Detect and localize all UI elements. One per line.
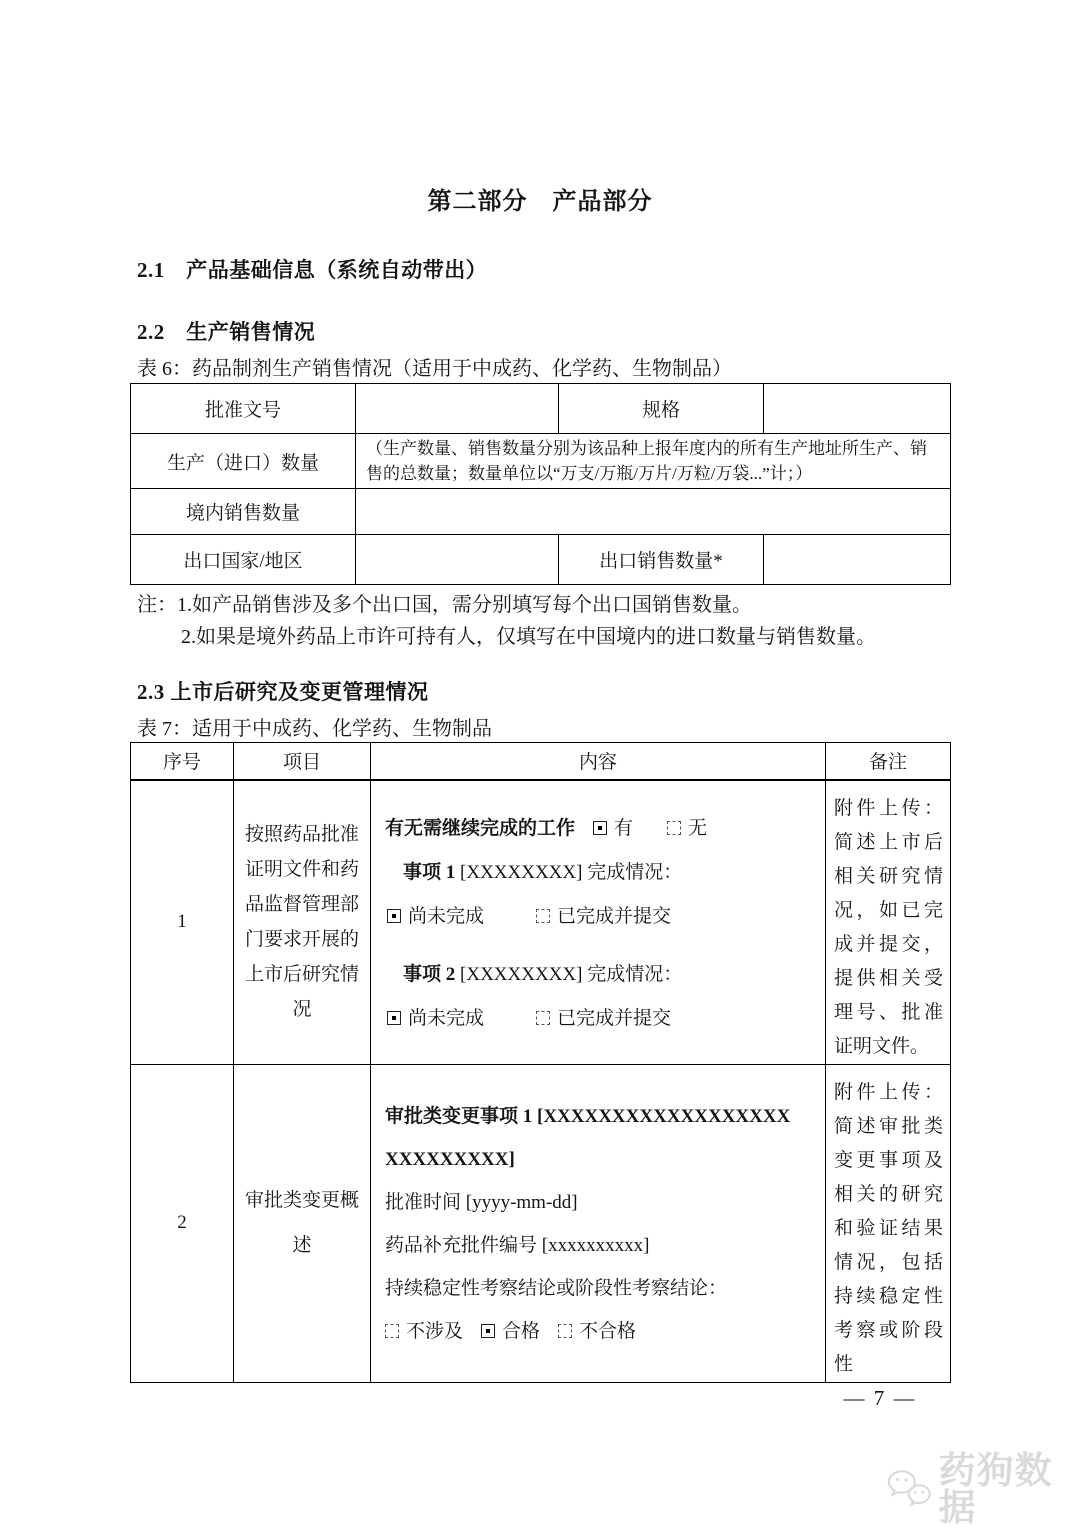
- table6-spec-label: 规格: [559, 384, 764, 434]
- table6-approval-no-label: 批准文号: [131, 384, 356, 434]
- section-2-1-heading: 2.1 产品基础信息（系统自动带出）: [137, 258, 488, 282]
- row1-status-pending-label: 尚未完成: [408, 905, 485, 927]
- row1-status-pending-label-2: 尚未完成: [408, 1007, 485, 1029]
- page-number: — 7 —: [843, 1386, 917, 1410]
- watermark: [886, 1452, 1080, 1526]
- row2-index: 2: [131, 1064, 234, 1382]
- checkbox-pass-icon[interactable]: [481, 1324, 495, 1338]
- row2-option-fail-label: 不合格: [579, 1320, 637, 1342]
- table6-export-qty-label: 出口销售数量*: [559, 535, 764, 585]
- row1-item-label: 按照药品批准证明文件和药品监督管理部门要求开展的上市后研究情况: [234, 780, 371, 1065]
- row1-index: 1: [131, 780, 234, 1065]
- table7-header-item: 项目: [234, 743, 371, 780]
- table7-header-index: 序号: [131, 743, 234, 780]
- row1-remark-cell: 附件上传：简述上市后相关研究情况，如已完成并提交，提供相关受理号、批准证明文件。: [826, 780, 951, 1065]
- row1-content-cell: [371, 780, 826, 1065]
- row2-supplement-line: 药品补充批件编号 [xxxxxxxxxx]: [385, 1234, 650, 1256]
- table6-row-export: [131, 535, 951, 585]
- row1-option-no-label: 无: [688, 817, 708, 839]
- row2-item-label: 审批类变更概述: [234, 1064, 371, 1382]
- checkbox-no-icon[interactable]: [667, 821, 681, 835]
- table6-row-production: [131, 434, 951, 489]
- row2-conclusion-options-line: [385, 1310, 815, 1353]
- table6-export-qty-value: [764, 535, 951, 585]
- row2-option-pass-label: 合格: [502, 1320, 541, 1342]
- row1-item1-line: [385, 851, 815, 895]
- row2-option-na-label: 不涉及: [406, 1320, 464, 1342]
- watermark-text: 药狗数据: [938, 1450, 1053, 1528]
- row2-remark-cell: 附件上传：简述审批类变更事项及相关的研究和验证结果情况，包括持续稳定性考察或阶段性: [826, 1064, 951, 1382]
- table6-approval-no-value: [356, 384, 559, 434]
- table7-caption: 表 7：适用于中成药、化学药、生物制品: [137, 718, 492, 740]
- row2-approval-time-line: 批准时间 [yyyy-mm-dd]: [385, 1191, 578, 1213]
- row1-status-done-label-2: 已完成并提交: [557, 1007, 672, 1029]
- table6-production-label: 生产（进口）数量: [131, 434, 356, 489]
- table6-note-2: 2.如果是境外药品上市许可持有人，仅填写在中国境内的进口数量与销售数量。: [181, 626, 876, 648]
- table6-caption: 表 6：药品制剂生产销售情况（适用于中成药、化学药、生物制品）: [137, 358, 732, 380]
- checkbox-item1-done-icon[interactable]: [536, 909, 550, 923]
- table6-note-1: 注：1.如产品销售涉及多个出口国，需分别填写每个出口国销售数量。: [137, 594, 752, 616]
- section-2-2-heading: 2.2 生产销售情况: [137, 320, 316, 344]
- row1-item2-status-line: [385, 997, 815, 1041]
- row1-item1-label: 事项 1: [403, 861, 456, 883]
- row1-item1-status-line: [385, 895, 815, 939]
- page-title: 第二部分 产品部分: [427, 188, 653, 215]
- row1-item2-line: [385, 953, 815, 997]
- table6-row-approval: [131, 384, 951, 434]
- checkbox-yes-icon[interactable]: [593, 821, 607, 835]
- row1-question-line: [385, 807, 815, 851]
- table6-domestic-label: 境内销售数量: [131, 489, 356, 535]
- row2-stability-line: 持续稳定性考察结论或阶段性考察结论：: [385, 1277, 728, 1299]
- row1-item1-value: [XXXXXXXX] 完成情况：: [455, 861, 683, 883]
- row2-change-line2: XXXXXXXXX]: [385, 1148, 515, 1170]
- row2-change-line1: 审批类变更事项 1 [XXXXXXXXXXXXXXXXXX: [385, 1105, 791, 1127]
- wechat-logo-icon: [886, 1467, 933, 1511]
- row2-content-cell: [371, 1064, 826, 1382]
- row1-question-label: 有无需继续完成的工作: [385, 817, 576, 839]
- checkbox-item2-done-icon[interactable]: [536, 1011, 550, 1025]
- table7-header-remark: 备注: [826, 743, 951, 780]
- section-2-3-heading: 2.3 上市后研究及变更管理情况: [137, 680, 429, 704]
- row2-change-line: [385, 1095, 815, 1181]
- checkbox-item1-pending-icon[interactable]: [387, 909, 401, 923]
- table6-export-country-value: [356, 535, 559, 585]
- table6-production-sales: [130, 383, 951, 585]
- checkbox-item2-pending-icon[interactable]: [387, 1011, 401, 1025]
- table6-export-country-label: 出口国家/地区: [131, 535, 356, 585]
- table6-spec-value: [764, 384, 951, 434]
- table6-production-note: （生产数量、销售数量分别为该品种上报年度内的所有生产地址所生产、销售的总数量；数量单位以“万支/万瓶/万片/万粒/万袋...”计；）: [356, 434, 951, 489]
- row1-option-yes-label: 有: [614, 817, 634, 839]
- table7-header-content: 内容: [371, 743, 826, 780]
- checkbox-na-icon[interactable]: [385, 1324, 399, 1338]
- row1-status-done-label: 已完成并提交: [557, 905, 672, 927]
- table7-post-market: [130, 742, 951, 1383]
- table6-row-domestic: [131, 489, 951, 535]
- table7-row-2: [131, 1064, 951, 1382]
- row1-item2-value: [XXXXXXXX] 完成情况：: [455, 963, 683, 985]
- table7-header-row: [131, 743, 951, 780]
- table7-row-1: [131, 780, 951, 1065]
- table6-domestic-value: [356, 489, 951, 535]
- row1-item2-label: 事项 2: [403, 963, 456, 985]
- checkbox-fail-icon[interactable]: [558, 1324, 572, 1338]
